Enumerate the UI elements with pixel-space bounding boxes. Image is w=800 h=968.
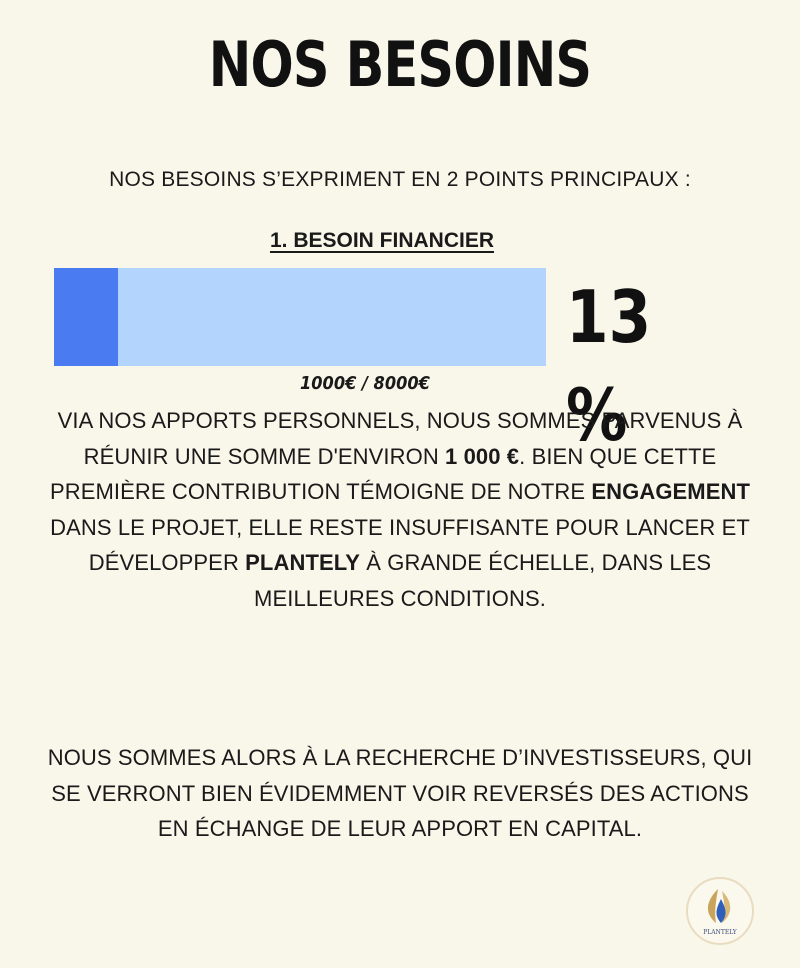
paragraph-bold-brand: PLANTELY: [245, 550, 361, 575]
paragraph-investors: NOUS SOMMES ALORS À LA RECHERCHE D’INVESTISSEURS, QUI SE VERRONT BIEN ÉVIDEMMENT VOIR REVERSÉS DES ACTIONS EN ÉCHANGE DE LEUR APPORT EN CAPITAL.: [47, 745, 753, 841]
section-title: 1. BESOIN FINANCIER: [269, 229, 495, 252]
paragraph-text: . BIEN QUE CETTE PREMIÈRE CONTRIBUTION TÉMOIGNE DE NOTRE: [49, 443, 717, 504]
paragraph-bold-engagement: ENGAGEMENT: [591, 479, 751, 504]
progress-fill: [54, 268, 118, 366]
paragraph-text: VIA NOS APPORTS PERSONNELS, NOUS SOMMES PARVENUS À RÉUNIR UNE SOMME D'ENVIRON: [57, 408, 743, 469]
progress-bar: [54, 268, 546, 366]
paragraph-text: À GRANDE ÉCHELLE, DANS LES MEILLEURES CONDITIONS.: [254, 550, 712, 611]
paragraph-financial: [40, 403, 760, 616]
paragraph-bold-amount: 1 000 €: [445, 443, 520, 469]
brand-logo: [686, 877, 754, 945]
progress-amount: 1000€ / 8000€: [300, 373, 430, 394]
intro-text: NOS BESOINS S’EXPRIMENT EN 2 POINTS PRINCIPAUX :: [109, 168, 691, 191]
page-title: NOS BESOINS: [208, 28, 592, 101]
paragraph-text: DANS LE PROJET, ELLE RESTE INSUFFISANTE POUR LANCER ET DÉVELOPPER: [50, 514, 750, 575]
progress-percent: 13 %: [566, 275, 652, 457]
logo-text: PLANTELY: [703, 929, 737, 936]
leaf-drop-icon: [688, 879, 752, 943]
